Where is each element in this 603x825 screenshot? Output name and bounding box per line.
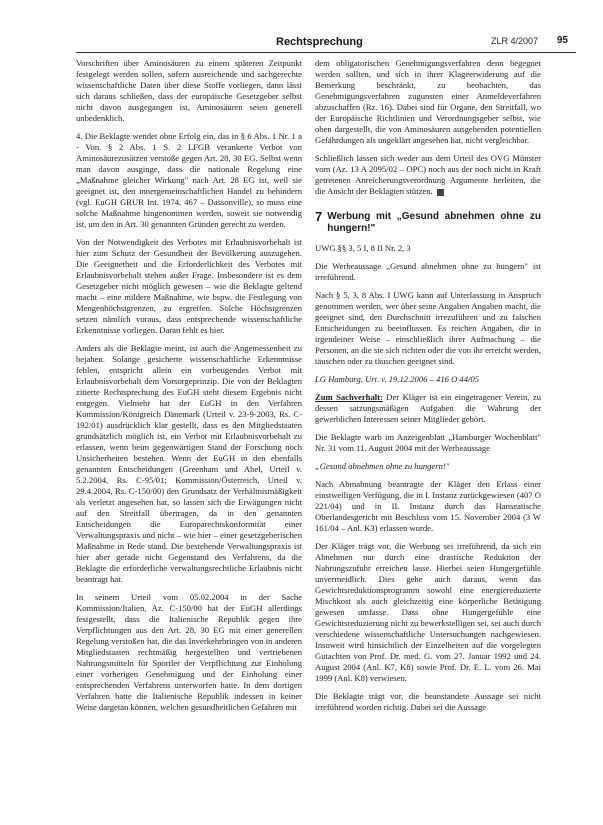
header-rule (76, 52, 576, 53)
ad-paragraph: Die Beklagte warb im Anzeigenblatt „Hamburger Wochenblatt" Nr. 31 vom 11. August 2004 mit der Werbeaussage (315, 432, 541, 453)
left-column (76, 58, 302, 818)
right-paragraph-1: dem obligatorischen Genehmigungsverfahren denn begegnet werden sollten, und sich in ihrer Klageerwiderung auf die Bemerkung beschränkt, zu beobachten, das Genehmigungsverfahren zugunsten einer Anmeldeverfahren abzuschaffen (Rz. 16). Dabei sind für Organe, den Streitfall, wo der Europäische Richtlinien und Verordnungsgeber selbst, wie oben dargestellt, die von Aminosäuren ausgehenden potentiellen Gefährdungen als ungeklärt angesehen hat, nicht vergleichbar. (315, 58, 541, 145)
section-header-title: Rechtsprechung (276, 36, 363, 48)
left-paragraph-3: Von der Notwendigkeit des Verbotes mit Erlaubnisvorbehalt ist hier zum Schutz der Gesundheit der Bevölkerung auszugehen. Die Geeignetheit und die Erforderlichkeit des Verbotes mit Erlaubnisvorbehalt stehen außer Frage. Insbesondere ist es dem Gesetzgeber nicht möglich gewesen – wie die Beklagte geltend macht – eine mildere Maßnahme, wie bspw. die Festlegung von Mengenhöchstgrenzen, zu ergreifen. Solche Höchstgrenzen setzen nämlich voraus, dass entsprechende wissenschaftliche Erkenntnisse vorliegen. Daran fehlt es hier. (76, 237, 302, 335)
case-number: 7 (315, 209, 323, 224)
journal-issue: ZLR 4/2007 (490, 36, 538, 46)
ad-quote: „Gesund abnehmen ohne zu hungern!" (315, 461, 450, 471)
headnote-1: Die Werbeaussage „Gesund abnehmen ohne zu hungern" ist irreführend. (315, 261, 541, 282)
right-column (315, 58, 541, 818)
page-number: 95 (556, 35, 568, 46)
left-paragraph-5: In seinem Urteil vom 05.02.2004 in der Sache Kommission/Italien, Az. C-150/00 hat der EuGH allerdings festgestellt, dass die Italienische Republik gegen ihre Verpflichtungen aus den Art. 28, 30 EG mit einer generellen Regelung verstoßen hat, die das Inverkehrbringen von in anderen Mitgliedstaaten rechtmäßig hergestellten und vertriebenen Nahrungsmitteln für Sportler der Verpflichtung zur Einholung einer vorherigen Genehmigung und der Einholung einer entsprechenden Verfahrens unterworfen hatte. In dem dortigen Verfahren hatte die Italienische Republik indessen in keiner Weise dargetan können, welchen gesundheitlichen Gefahren mit (76, 592, 302, 712)
facts-paragraph: Zum Sachverhalt: Der Kläger ist ein eingetragener Verein, zu dessen satzungsmäßigen Aufgaben die Wahrung der gewerblichen Interessen seiner Mitglieder gehört. (315, 392, 541, 424)
facts-label: Zum Sachverhalt: (315, 392, 383, 402)
end-mark-icon (437, 189, 444, 196)
case-title (315, 211, 541, 235)
page-header (76, 14, 576, 54)
case-section (315, 211, 541, 713)
right-paragraph-2: Schließlich lassen sich weder aus dem Urteil des OVG Münster vom (Az. 13 A 2095/02 – OPC) noch aus der noch nicht in Kraft getretenen Anreicherungsverordnung Argumente herleiten, die die Ansicht der Beklagten stützen. (315, 153, 541, 196)
left-paragraph-4: Anders als die Beklagte meint, ist auch die Angemessenheit zu bejahen. Solange gesicherte wissenschaftliche Erkenntnisse fehlen, entspricht allein ein vorbeugendes Verbot mit Erlaubnisvorbehalt dem Vorsorgeprinzip. Die von der Beklagten zitierte Rechtsprechung des EuGH steht diesem Ergebnis nicht entgegen. Vielmehr hat der EuGH in den Verfahren Kommission/Königreich Dänemark (Urteil v. 23-9-2003, Rs. C-192/01) ausdrücklich klar gestellt, dass es den Mitgliedstaaten grundsätzlich möglich ist, ein Verbot mit Erlaubnisvorbehalt zu erlassen, wenn beim gegenwärtigen Stand der Forschung noch Unsicherheiten bestehen. Wenn der EuGH in den ebenfalls genannten Entscheidungen (Greenham und Abel, Urteil v. 5.2.2004, Rs. C-95/01; Kommission/Österreich, Urteil v. 29.4.2004, Rs. C-150/00) den Grundsatz der Verhältnismäßigkeit als verletzt angesehen hat, so lassen sich die Erwägungen nicht auf den Streitfall übertragen, da in den genannten Entscheidungen die Europarechtskonformität einer Verwaltungspraxis und nicht – wie hier – einer gesetzgeberischen Maßnahme in Rede stand. Die bestehende Verwaltungspraxis ist hier aber gerade nicht Gegenstand des Verfahrens, da die Beklagte die erforderliche verwaltungsrechtliche Erlaubnis nicht beantragt hat. (76, 343, 302, 584)
case-title-text: Werbung mit „Gesund abnehmen ohne zu hungern!" (327, 211, 541, 234)
left-paragraph-2: 4. Die Beklagte wendet ohne Erfolg ein, das in § 6 Abs. 1 Nr. 1 a - Von. § 2 Abs. 1 S. 2 LFGB verankerte Verbot von Aminosäurezusätzen verstoße gegen Art. 28, 30 EG. Selbst wenn man davon ausginge, dass die nationale Regelung eine „Maßnahme gleicher Wirkung" nach Art. 28 EG ist, weil sie geeignet ist, den innergemeinschaftlichen Handel zu behindern (vgl. EuGH GRUR Int. 1974, 467 – Dassonville), so muss eine solche Maßnahme hingenommen werden, soweit sie notwendig ist, um den in Art. 30 genannten Gründen gerecht zu werden. (76, 131, 302, 229)
statute-reference: UWG §§ 3, 5 I, 8 II Nr. 2, 3 (315, 243, 411, 253)
defense-paragraph: Die Beklagte trägt vor, die beanstandete Aussage sei nicht irreführend worden richtig. Dabei sei die Aussage (315, 691, 541, 712)
headnote-2: Nach § 5, 3, 8 Abs. I UWG kann auf Unterlassung in Anspruch genommen werden, wer über seine Angaben Angaben macht, die geeignet sind, den Durchschnitt irrezuführen und zu falschen Entscheidungen zu beeinflussen. Es reichen Angaben, die in irgendeiner Weise – einschließlich ihrer Aufmachung – die Personen, an die sie sich richten oder die von ihr erreicht werden, täuschen oder zu täuschen geeignet sind. (315, 290, 541, 366)
warning-paragraph: Nach Abmahnung beantragte der Kläger den Erlass einer einstweiligen Verfügung, die in I. Instanz zurückgewiesen (407 O 221/04) und in II. Instanz durch das Hanseatische Oberlandesgericht mit Beschluss vom 15. November 2004 (3 W 161/04 – Anl. K3) erlassen wurde. (315, 479, 541, 533)
left-paragraph-1: Vorschriften über Aminosäuren zu einem späteren Zeitpunkt festgelegt werden sollen, sofern ausreichende und sachgerechte wissenschaftliche Daten über diese Stoffe vorliegen, dann lässt sich daraus schließen, dass der europäische Gesetzgeber selbst nicht davon ausgegangen ist, Aminosäuren seien generell unbedenklich. (76, 58, 302, 123)
claim-paragraph: Der Kläger trägt vor, die Werbung sei irreführend, da sich ein Abnehmen nur durch eine drastische Reduktion der Nahrungszufuhr erreichen lasse. Hierbei seien Hungergefühle unvermeidlich. Dies gehe auch daraus, wenn das Gewichtsreduktionsprogramm sowohl eine energiereduzierte Mischkost als auch gleichzeitig eine körperliche Betätigung gewesen umfasse. Dass ohne Hungergefühle eine Gewichtsreduzierung nicht zu bewerkstelligen sei, sei auch durch verschiedene wissenschaftliche Untersuchungen nachgewiesen. Insoweit wird hinsichtlich der Einzelheiten auf die vorgelegten Gutachten von Prof. Dr. med. G. vom 27. Januar 1992 und 24. August 2004 (Anl. K7, K8) sowie Prof. Dr. E. L. vom 26. Mai 1999 (Anl. K8) verwiesen. (315, 541, 541, 683)
court-citation: LG Hamburg, Urt. v. 19.12.2006 – 416 O 44/05 (315, 374, 479, 384)
